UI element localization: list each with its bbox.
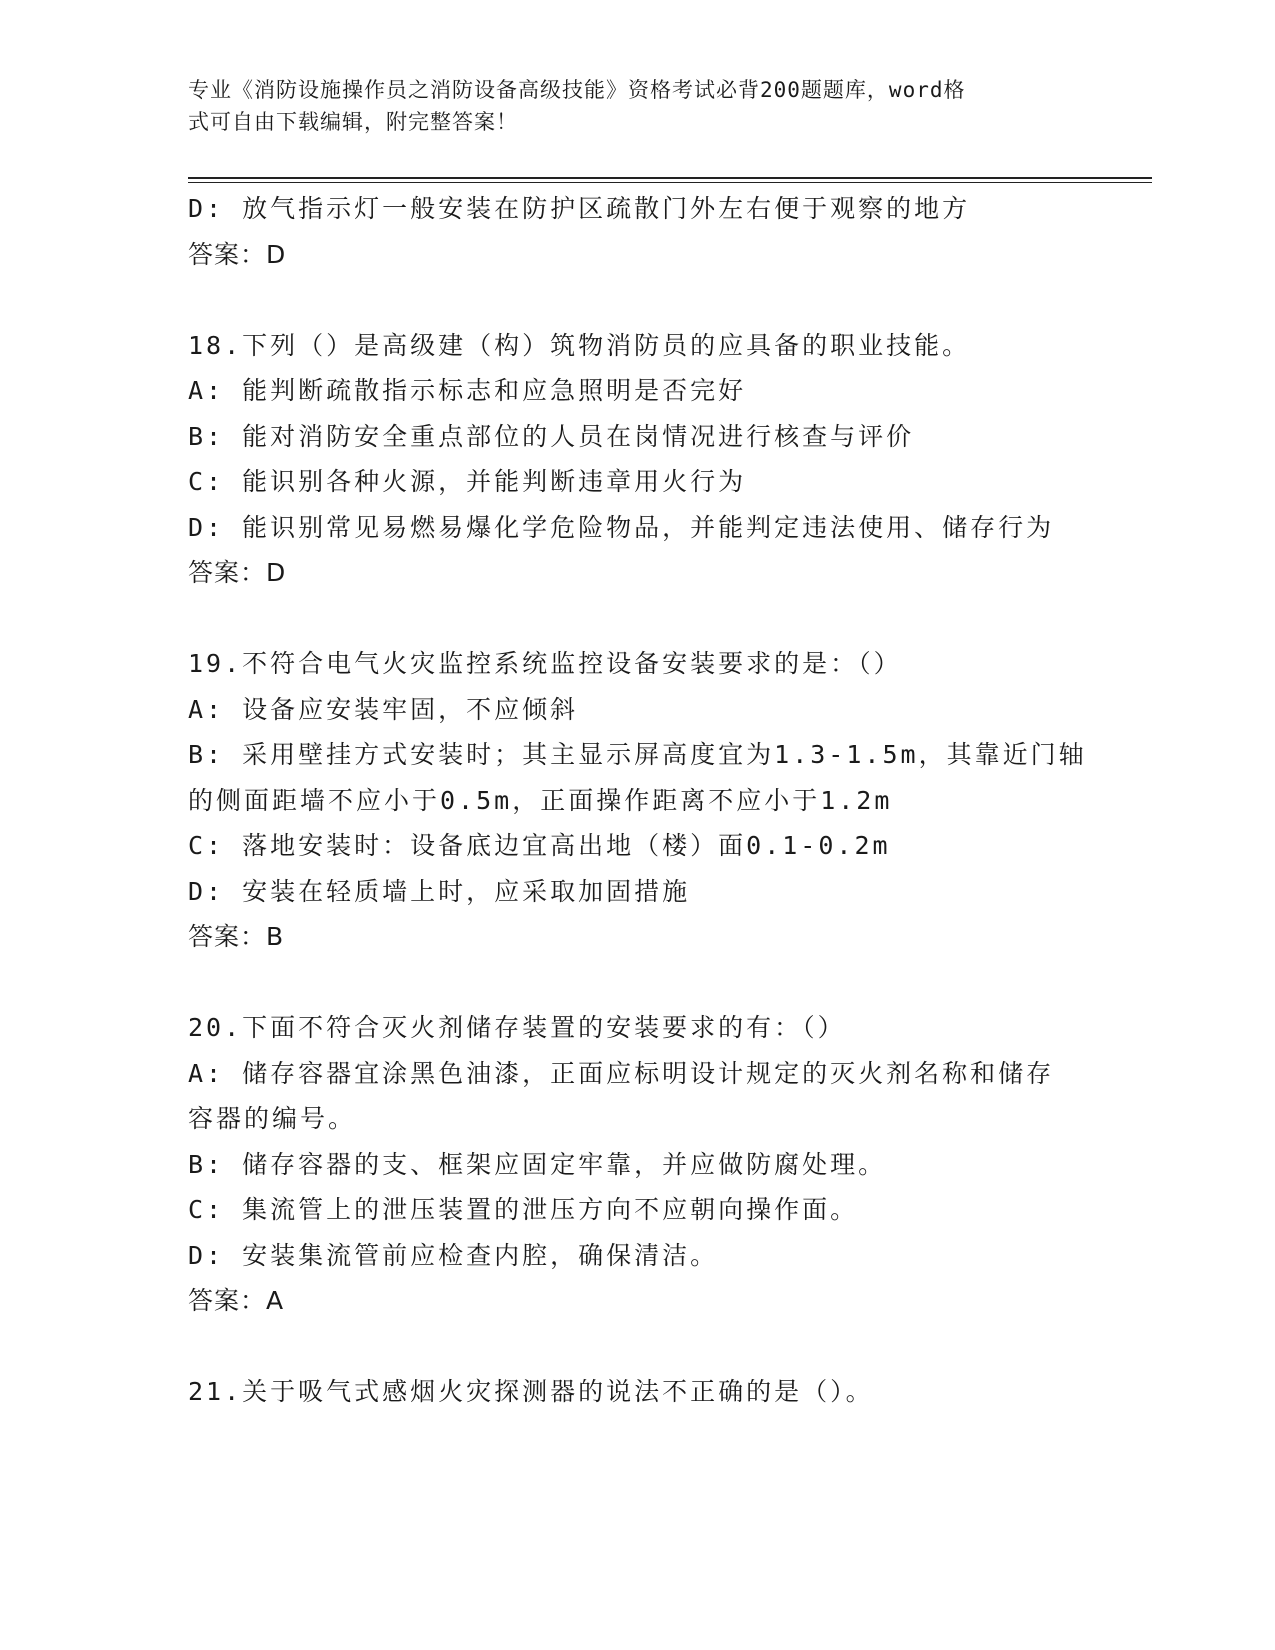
option-text: C: 落地安装时：设备底边宜高出地（楼）面0.1-0.2m — [188, 831, 891, 860]
option-text: C: 能识别各种火源，并能判断违章用火行为 — [188, 467, 747, 496]
question-title: 18.下列（）是高级建（构）筑物消防员的应具备的职业技能。 — [188, 330, 971, 360]
question-title: 21.关于吸气式感烟火灾探测器的说法不正确的是（）。 — [188, 1377, 874, 1406]
header-line-1: 专业《消防设施操作员之消防设备高级技能》资格考试必背200题题库，word格 — [188, 78, 966, 102]
question-content — [188, 186, 1088, 1415]
spacer — [188, 277, 1088, 323]
question-block — [188, 641, 1088, 960]
question-block — [188, 1005, 1088, 1324]
option-text: B: 能对消防安全重点部位的人员在岗情况进行核查与评价 — [188, 421, 915, 451]
question-block — [188, 323, 1088, 596]
question-block — [188, 1369, 1088, 1415]
option-text: D: 放气指示灯一般安装在防护区疏散门外左右便于观察的地方 — [188, 194, 971, 223]
page-header — [188, 74, 1088, 138]
answer-text: 答案：D — [188, 558, 287, 587]
question-title: 19.不符合电气火灾监控系统监控设备安装要求的是：（） — [188, 649, 902, 678]
spacer — [188, 596, 1088, 642]
question-title: 20.下面不符合灭火剂储存装置的安装要求的有：（） — [188, 1013, 846, 1042]
option-text: 容器的编号。 — [188, 1104, 357, 1133]
option-text: C: 集流管上的泄压装置的泄压方向不应朝向操作面。 — [188, 1195, 859, 1224]
answer-text: 答案：D — [188, 239, 287, 269]
spacer — [188, 960, 1088, 1006]
option-text: B: 储存容器的支、框架应固定牢靠，并应做防腐处理。 — [188, 1149, 887, 1179]
header-divider-thick — [188, 177, 1152, 179]
answer-text: 答案：B — [188, 922, 285, 951]
answer-text: 答案：A — [188, 1286, 285, 1315]
option-text: A: 储存容器宜涂黑色油漆，正面应标明设计规定的灭火剂名称和储存 — [188, 1058, 1055, 1088]
option-text: A: 能判断疏散指示标志和应急照明是否完好 — [188, 376, 747, 405]
option-text: A: 设备应安装牢固，不应倾斜 — [188, 694, 579, 724]
option-text: 的侧面距墙不应小于0.5m，正面操作距离不应小于1.2m — [188, 785, 893, 815]
spacer — [188, 1324, 1088, 1370]
option-text: D: 安装集流管前应检查内腔，确保清洁。 — [188, 1240, 719, 1270]
option-text: D: 安装在轻质墙上时，应采取加固措施 — [188, 876, 691, 906]
header-divider-thin — [188, 182, 1152, 183]
option-text: B: 采用壁挂方式安装时；其主显示屏高度宜为1.3-1.5m，其靠近门轴 — [188, 740, 1087, 769]
header-line-2: 式可自由下载编辑，附完整答案！ — [188, 110, 518, 134]
option-text: D: 能识别常见易燃易爆化学危险物品，并能判定违法使用、储存行为 — [188, 512, 1055, 542]
